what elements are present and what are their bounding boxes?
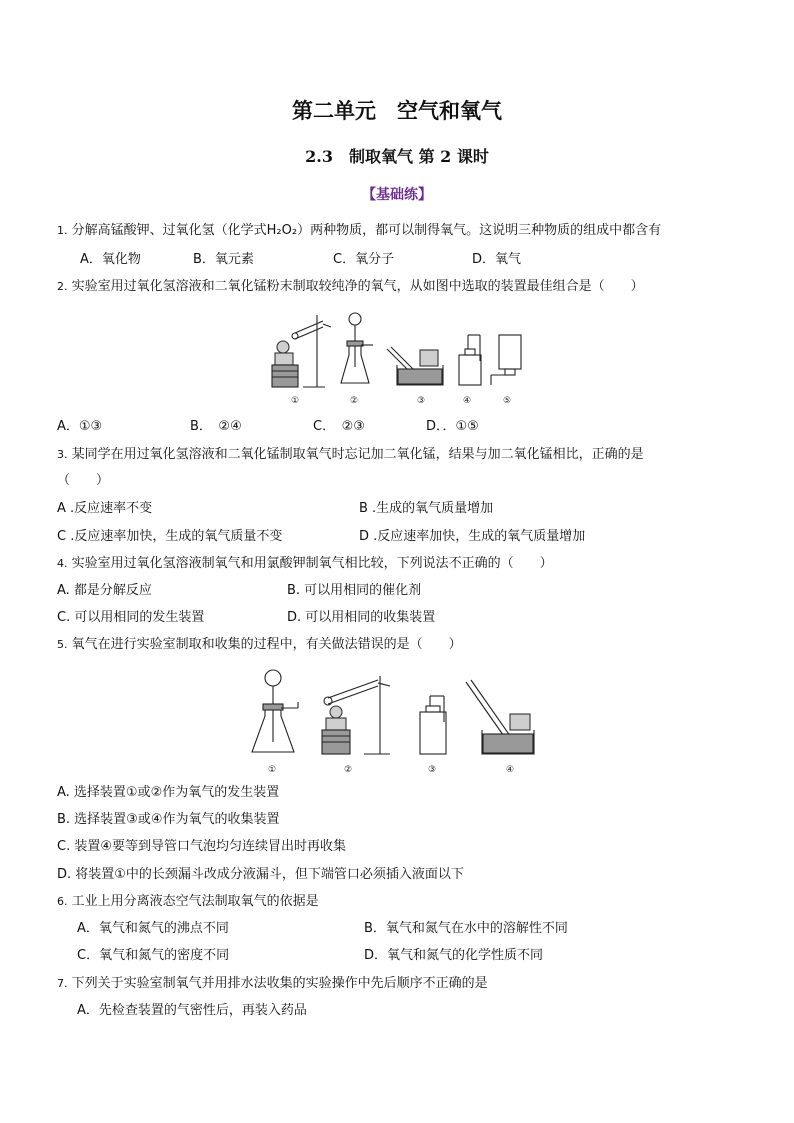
option-1a: A．氧化物 (80, 252, 141, 267)
apparatus-4-trough (466, 680, 534, 775)
question-3 (57, 446, 644, 464)
option-2b: B． ②④ (190, 419, 242, 434)
question-number: 7. (57, 977, 68, 990)
svg-text:④: ④ (506, 765, 515, 775)
question-number: 2. (57, 280, 68, 293)
option-5c: C. 装置④要等到导管口气泡均匀连续冒出时再收集 (57, 839, 346, 854)
svg-text:①: ① (291, 396, 300, 406)
option-1c: C．氧分子 (333, 252, 395, 267)
apparatus-figure-q2 (265, 305, 530, 410)
question-4 (57, 555, 553, 573)
option-2d: D．．①⑤ (426, 419, 479, 434)
option-4c: C. 可以用相同的发生装置 (57, 610, 205, 625)
svg-text:④: ④ (463, 396, 472, 406)
question-number: 1. (57, 224, 68, 237)
option-3d: D .反应速率加快，生成的氧气质量增加 (359, 529, 586, 544)
option-7a: A．先检查装置的气密性后，再装入药品 (77, 1003, 307, 1018)
apparatus-1-heating (272, 315, 331, 406)
question-stem-continued: （ ） (57, 473, 110, 488)
option-5a: A. 选择装置①或②作为氧气的发生装置 (57, 785, 280, 800)
apparatus-figure-q5 (240, 662, 540, 777)
option-2c: C． ②③ (313, 419, 365, 434)
option-4d: D. 可以用相同的收集装置 (287, 610, 436, 625)
option-5d: D. 将装置①中的长颈漏斗改成分液漏斗，但下端管口必须插入液面以下 (57, 867, 464, 882)
question-number: 6. (57, 895, 68, 908)
svg-text:②: ② (350, 396, 359, 406)
question-2 (57, 278, 644, 296)
svg-text:③: ③ (417, 396, 426, 406)
question-stem: 某同学在用过氧化氢溶液和二氧化锰制取氧气时忘记加二氧化锰，结果与加二氧化锰相比，正确的是 (71, 447, 644, 462)
option-4b: B. 可以用相同的催化剂 (287, 583, 422, 598)
apparatus-5-bottle (491, 335, 521, 406)
question-stem: 实验室用过氧化氢溶液和二氧化锰粉末制取较纯净的氧气，从如图中选取的装置最佳组合是（ ） (71, 279, 644, 294)
question-stem: 下列关于实验室制氧气并用排水法收集的实验操作中先后顺序不正确的是 (71, 976, 488, 991)
question-stem: 氧气在进行实验室制取和收集的过程中，有关做法错误的是（ ） (71, 637, 462, 652)
apparatus-4-bottle (459, 335, 481, 406)
question-stem: 实验室用过氧化氢溶液制氧气和用氯酸钾制氧气相比较，下列说法不正确的（ ） (71, 556, 553, 571)
question-6 (57, 893, 319, 911)
svg-text:②: ② (344, 765, 353, 775)
question-number: 4. (57, 557, 68, 570)
question-stem: 工业上用分离液态空气法制取氧气的依据是 (71, 894, 319, 909)
option-1b: B．氧元素 (193, 252, 254, 267)
apparatus-3-bottle (420, 696, 446, 775)
svg-text:①: ① (268, 765, 277, 775)
section-heading: 【基础练】 (362, 187, 432, 203)
apparatus-3-trough (387, 347, 443, 406)
option-3b: B .生成的氧气质量增加 (359, 501, 494, 516)
apparatus-2-flask (341, 313, 373, 406)
svg-text:③: ③ (428, 765, 437, 775)
question-stem: 分解高锰酸钾、过氧化氢（化学式H₂O₂）两种物质，都可以制得氧气。这说明三种物质的组成中都含有 (71, 223, 662, 238)
option-6d: D．氧气和氮气的化学性质不同 (364, 948, 544, 963)
question-5 (57, 636, 462, 654)
apparatus-1-flask (252, 670, 298, 775)
lesson-subtitle: 2.3 制取氧气 第 2 课时 (305, 147, 489, 166)
option-6b: B．氧气和氮气在水中的溶解性不同 (364, 921, 568, 936)
question-7 (57, 975, 488, 993)
svg-text:⑤: ⑤ (503, 396, 512, 406)
question-1 (57, 222, 661, 240)
option-5b: B. 选择装置③或④作为氧气的收集装置 (57, 812, 280, 827)
option-1d: D．氧气 (472, 252, 522, 267)
question-number: 5. (57, 638, 68, 651)
option-3a: A .反应速率不变 (57, 501, 153, 516)
apparatus-2-heating (322, 676, 390, 775)
option-6c: C．氧气和氮气的密度不同 (77, 948, 230, 963)
option-2a: A．①③ (57, 419, 103, 434)
option-6a: A．氧气和氮气的沸点不同 (77, 921, 229, 936)
option-4a: A. 都是分解反应 (57, 583, 152, 598)
page-title: 第二单元 空气和氧气 (292, 98, 502, 123)
question-number: 3. (57, 448, 68, 461)
option-3c: C .反应速率加快，生成的氧气质量不变 (57, 529, 283, 544)
